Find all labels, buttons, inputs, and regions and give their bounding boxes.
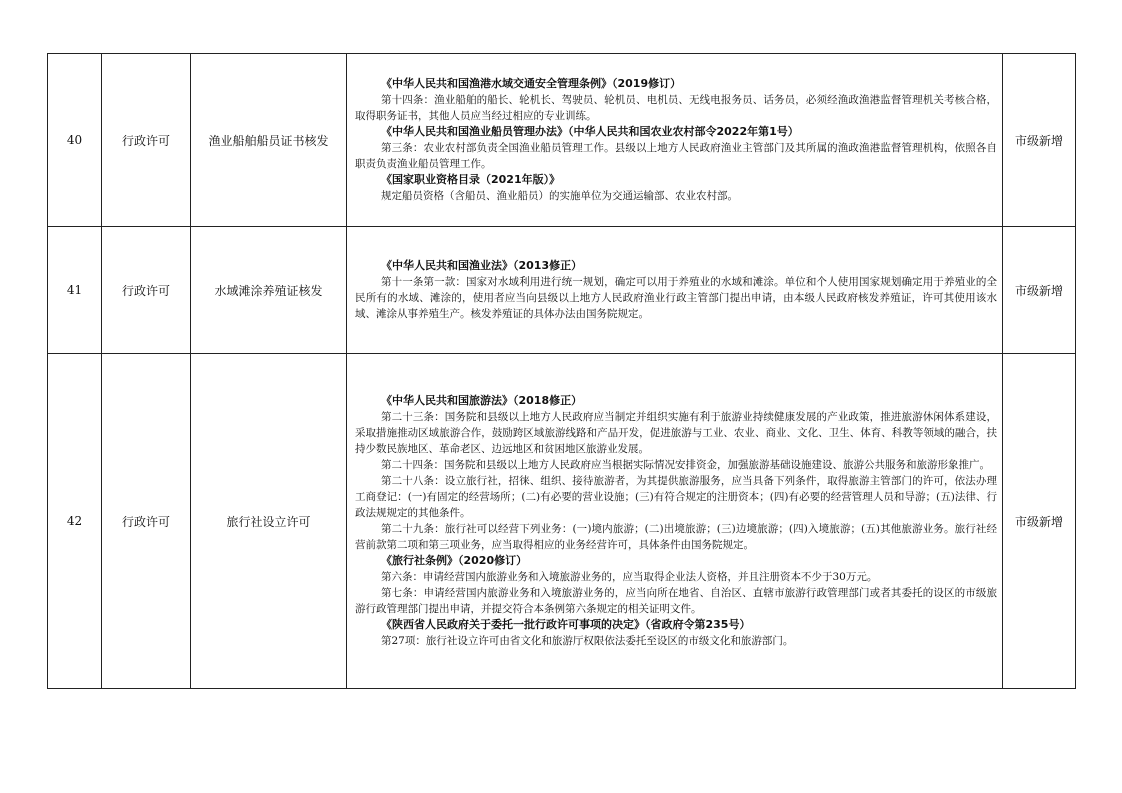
article-text: 第三条：农业农村部负责全国渔业船员管理工作。县级以上地方人民政府渔业主管部门及其所属的渔政渔港监督管理机构，依照各自职责负责渔业船员管理工作。 [355,142,997,170]
permit-table [47,53,1076,689]
law-title: 《陕西省人民政府关于委托一批行政许可事项的决定》（省政府令第235号） [381,618,751,631]
article-text: 第27项：旅行社设立许可由省文化和旅游厅权限依法委托至设区的市级文化和旅游部门。 [381,635,794,647]
article-text: 第十四条：渔业船舶的船长、轮机长、驾驶员、轮机员、电机员、无线电报务员、话务员，必须经渔政渔港监督管理机关考核合格，取得职务证书，其他人员应当经过相应的专业训练。 [355,94,997,122]
law-title: 《中华人民共和国渔业法》（2013修正） [381,259,583,272]
row-number: 41 [48,227,102,354]
level-status: 市级新增 [1003,354,1076,689]
article-text: 第二十八条：设立旅行社，招徕、组织、接待旅游者，为其提供旅游服务，应当具备下列条件，取得旅游主管部门的许可，依法办理工商登记：(一)有固定的经营场所；(二)有必要的营业设施；(三)有符合规定的注册资本；(四)有必要的经营管理人员和导游；(五)法律、行政法规规定的其他条件。 [355,475,997,519]
table-row [48,227,1076,354]
row-number: 42 [48,354,102,689]
legal-basis [347,54,1003,227]
article-text: 第六条：申请经营国内旅游业务和入境旅游业务的，应当取得企业法人资格，并且注册资本不少于30万元。 [381,571,878,583]
level-status: 市级新增 [1003,54,1076,227]
item-type: 行政许可 [102,354,191,689]
item-name: 旅行社设立许可 [191,354,347,689]
law-title: 《中华人民共和国渔业船员管理办法》（中华人民共和国农业农村部令2022年第1号） [381,125,799,138]
law-title: 《中华人民共和国旅游法》（2018修正） [381,394,583,407]
level-status: 市级新增 [1003,227,1076,354]
article-text: 第十一条第一款：国家对水域利用进行统一规划，确定可以用于养殖业的水域和滩涂。单位和个人使用国家规划确定用于养殖业的全民所有的水域、滩涂的，使用者应当向县级以上地方人民政府渔业行政主管部门提出申请，由本级人民政府核发养殖证，许可其使用该水域、滩涂从事养殖生产。核发养殖证的具体办法由国务院规定。 [355,276,997,320]
article-text: 第二十三条：国务院和县级以上地方人民政府应当制定并组织实施有利于旅游业持续健康发展的产业政策，推进旅游休闲体系建设，采取措施推动区域旅游合作，鼓励跨区域旅游线路和产品开发，促进旅游与工业、农业、商业、文化、卫生、体育、科教等领域的融合，扶持少数民族地区、革命老区、边远地区和贫困地区旅游业发展。 [355,411,997,455]
article-text: 第二十四条：国务院和县级以上地方人民政府应当根据实际情况安排资金，加强旅游基础设施建设、旅游公共服务和旅游形象推广。 [381,459,990,471]
item-name: 水域滩涂养殖证核发 [191,227,347,354]
law-title: 《旅行社条例》（2020修订） [381,554,528,567]
legal-basis [347,227,1003,354]
legal-basis [347,354,1003,689]
law-title: 《国家职业资格目录（2021年版）》 [381,173,561,186]
item-type: 行政许可 [102,54,191,227]
table-row [48,354,1076,689]
item-name: 渔业船舶船员证书核发 [191,54,347,227]
item-type: 行政许可 [102,227,191,354]
table-row [48,54,1076,227]
article-text: 第二十九条：旅行社可以经营下列业务：(一)境内旅游；(二)出境旅游；(三)边境旅游；(四)入境旅游；(五)其他旅游业务。旅行社经营前款第二项和第三项业务，应当取得相应的业务经营许可，具体条件由国务院规定。 [355,523,997,551]
article-text: 第七条：申请经营国内旅游业务和入境旅游业务的，应当向所在地省、自治区、直辖市旅游行政管理部门或者其委托的设区的市级旅游行政管理部门提出申请，并提交符合本条例第六条规定的相关证明文件。 [355,587,997,615]
article-text: 规定船员资格（含船员、渔业船员）的实施单位为交通运输部、农业农村部。 [381,190,738,202]
row-number: 40 [48,54,102,227]
law-title: 《中华人民共和国渔港水域交通安全管理条例》（2019修订） [381,77,682,90]
